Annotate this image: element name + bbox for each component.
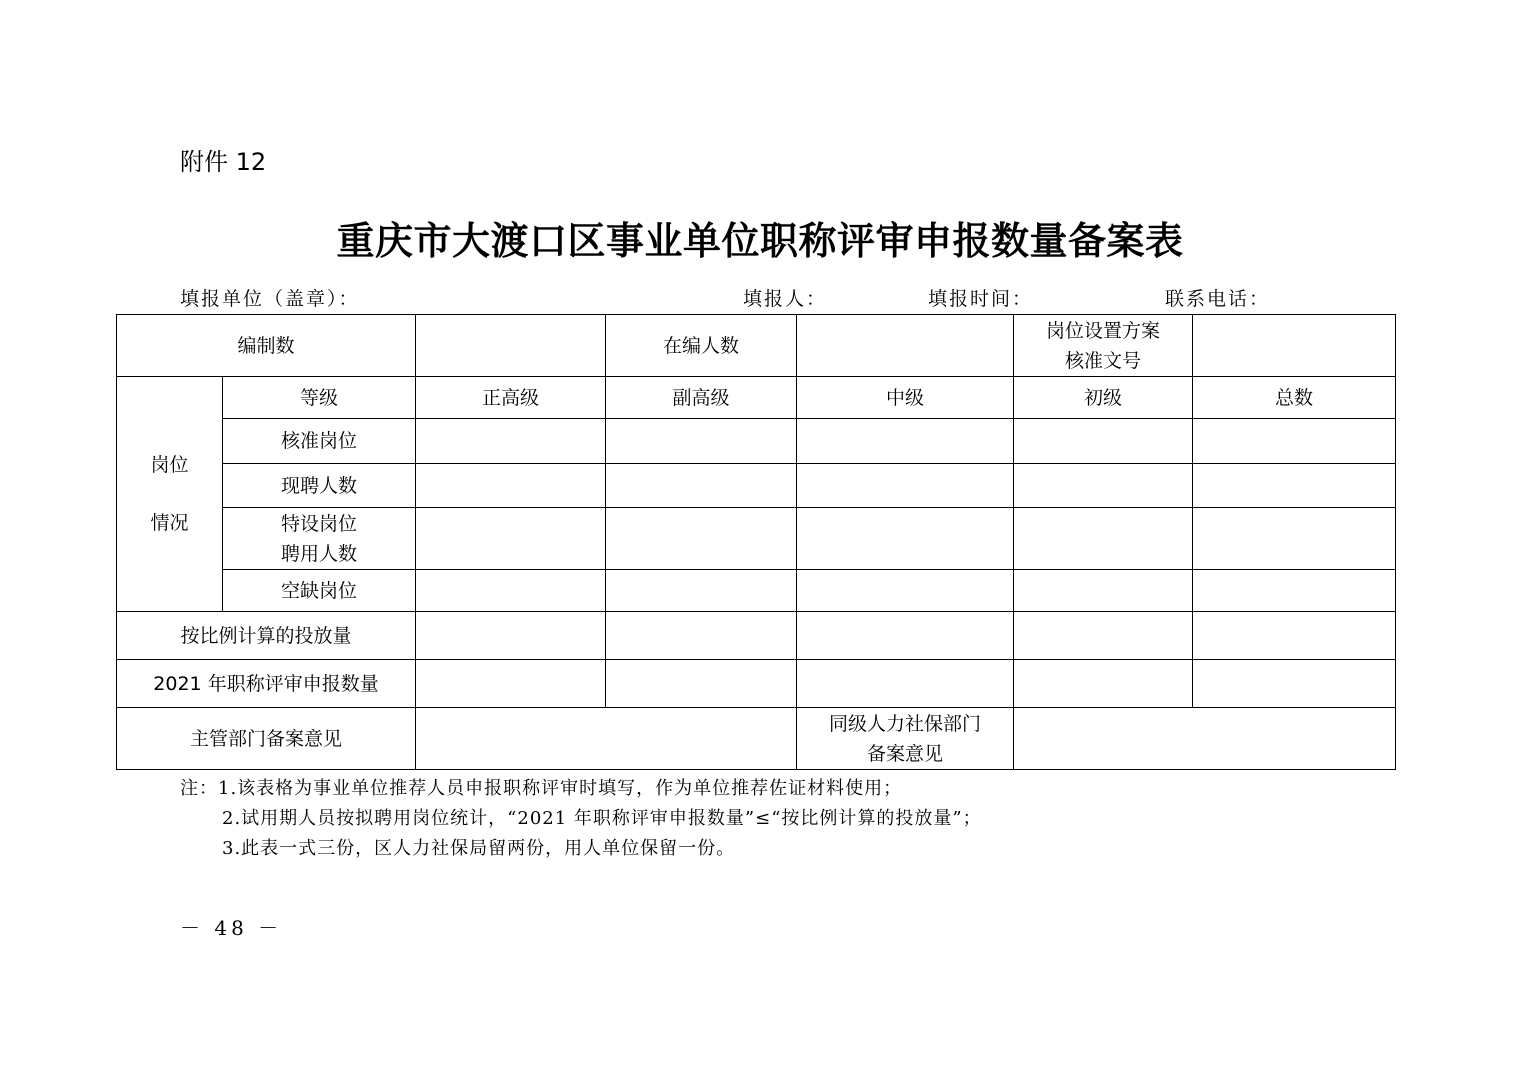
table-cell[interactable] <box>797 464 1014 508</box>
hr-opinion-line1: 同级人力社保部门 <box>829 712 982 735</box>
table-cell[interactable] <box>1193 464 1396 508</box>
post-situation-line2: 情况 <box>150 512 189 534</box>
notes <box>180 774 982 864</box>
table-cell[interactable] <box>1014 612 1193 660</box>
special-posts-label <box>223 508 416 570</box>
note-3: 3.此表一式三份，区人力社保局留两份，用人单位保留一份。 <box>222 838 736 859</box>
table-cell[interactable] <box>1193 570 1396 612</box>
table-cell[interactable] <box>1014 660 1193 708</box>
level-header-vice-senior: 副高级 <box>606 377 797 419</box>
table-cell[interactable] <box>797 612 1014 660</box>
staffing-label: 编制数 <box>117 315 416 377</box>
grade-header: 等级 <box>223 377 416 419</box>
hr-opinion-line2: 备案意见 <box>867 742 944 765</box>
table-cell[interactable] <box>416 508 606 570</box>
table-cell[interactable] <box>797 570 1014 612</box>
table-cell[interactable] <box>1193 612 1396 660</box>
table-cell[interactable] <box>1014 464 1193 508</box>
table-cell[interactable] <box>1193 508 1396 570</box>
table-cell[interactable] <box>606 464 797 508</box>
table-cell[interactable] <box>1014 508 1193 570</box>
level-header-total: 总数 <box>1193 377 1396 419</box>
plan-number-value-cell[interactable] <box>1193 315 1396 377</box>
table-cell[interactable] <box>416 660 606 708</box>
table-cell[interactable] <box>416 570 606 612</box>
in-staff-label: 在编人数 <box>606 315 797 377</box>
note-2: 2.试用期人员按拟聘用岗位统计，“2021 年职称评审申报数量”≤“按比例计算的投放量”； <box>222 808 982 829</box>
plan-number-label <box>1014 315 1193 377</box>
hr-opinion-label <box>797 708 1014 770</box>
staffing-value-cell[interactable] <box>416 315 606 377</box>
vacant-posts-label: 空缺岗位 <box>223 570 416 612</box>
plan-number-line2: 核准文号 <box>1065 349 1142 372</box>
table-cell[interactable] <box>797 508 1014 570</box>
fill-person-label: 填报人： <box>743 288 828 310</box>
table-cell[interactable] <box>1193 419 1396 464</box>
approved-posts-label: 核准岗位 <box>223 419 416 464</box>
table-cell[interactable] <box>416 464 606 508</box>
level-header-junior: 初级 <box>1014 377 1193 419</box>
table-cell[interactable] <box>606 660 797 708</box>
table-cell[interactable] <box>606 419 797 464</box>
level-header-senior: 正高级 <box>416 377 606 419</box>
special-posts-line1: 特设岗位 <box>281 512 358 535</box>
ratio-release-label: 按比例计算的投放量 <box>117 612 416 660</box>
fill-phone-label: 联系电话： <box>1165 288 1271 310</box>
note-1: 注：1.该表格为事业单位推荐人员申报职称评审时填写，作为单位推荐佐证材料使用； <box>180 778 903 799</box>
post-situation-label <box>117 377 223 612</box>
dept-opinion-cell[interactable] <box>416 708 797 770</box>
table-cell[interactable] <box>606 570 797 612</box>
table-cell[interactable] <box>606 612 797 660</box>
table-cell[interactable] <box>416 612 606 660</box>
attachment-label: 附件 12 <box>180 148 267 176</box>
table-cell[interactable] <box>797 419 1014 464</box>
fill-unit-label: 填报单位（盖章）： <box>180 288 360 310</box>
table-cell[interactable] <box>797 660 1014 708</box>
current-hired-label: 现聘人数 <box>223 464 416 508</box>
table-cell[interactable] <box>416 419 606 464</box>
table-cell[interactable] <box>1014 570 1193 612</box>
special-posts-line2: 聘用人数 <box>281 542 358 565</box>
filing-table <box>116 314 1396 770</box>
table-cell[interactable] <box>1014 419 1193 464</box>
form-title: 重庆市大渡口区事业单位职称评审申报数量备案表 <box>336 219 1184 263</box>
dept-opinion-label: 主管部门备案意见 <box>117 708 416 770</box>
in-staff-value-cell[interactable] <box>797 315 1014 377</box>
hr-opinion-cell[interactable] <box>1014 708 1396 770</box>
table-cell[interactable] <box>1193 660 1396 708</box>
plan-number-line1: 岗位设置方案 <box>1046 319 1161 342</box>
fill-time-label: 填报时间： <box>928 288 1034 310</box>
level-header-middle: 中级 <box>797 377 1014 419</box>
table-cell[interactable] <box>606 508 797 570</box>
declare-count-label: 2021 年职称评审申报数量 <box>117 660 416 708</box>
page-number: － 48 － <box>180 916 283 940</box>
post-situation-line1: 岗位 <box>150 454 189 476</box>
